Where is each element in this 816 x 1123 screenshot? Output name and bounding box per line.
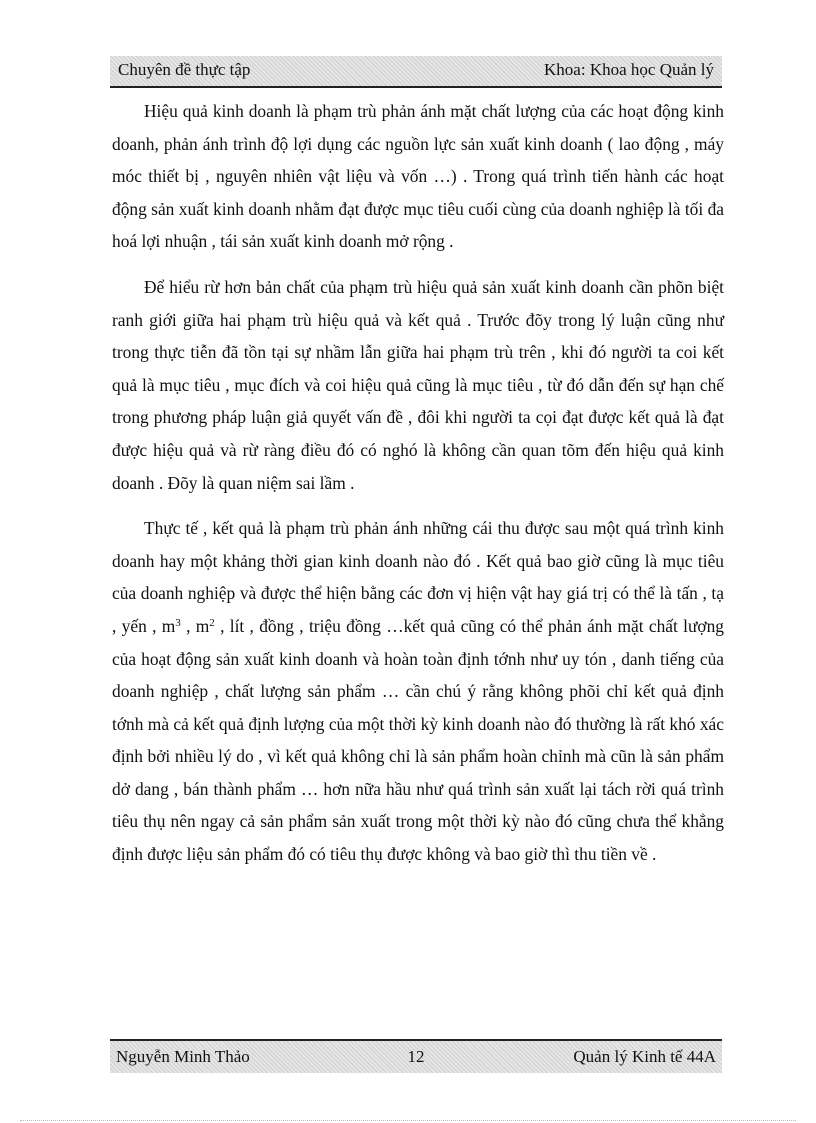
page-header (110, 56, 722, 88)
superscript-square: 2 (209, 616, 215, 629)
page-bottom-divider (20, 1120, 796, 1121)
paragraph-2: Để hiểu rừ hơn bản chất của phạm trù hiệu quả sản xuất kinh doanh cần phõn biệt ranh giới giữa hai phạm trù hiệu quả và kết quả . Trước đõy trong lý luận cũng như trong thực tiễn đã tồn tại sự nhầm lẫn giữa hai phạm trù trên , khi đó người ta coi kết quả là mục tiêu , mục đích và coi hiệu quả cũng là mục tiêu , từ đó dẫn đến sự hạn chế trong phương pháp luận giả quyết vấn đề , đôi khi người ta cọi đạt được kết quả là đạt được hiệu quả và rừ ràng điều đó có nghó là không cần quan tõm đến hiệu quả kinh doanh . Đõy là quan niệm sai lầm . (112, 276, 724, 493)
paragraph-3 (112, 512, 724, 871)
footer-author: Nguyễn Minh Thảo (116, 1047, 250, 1066)
header-course-title: Chuyên đề thực tập (118, 60, 251, 79)
page-footer (110, 1039, 722, 1073)
footer-class: Quản lý Kinh tế 44A (573, 1047, 716, 1066)
paragraph-3-part-2: , m (180, 615, 210, 636)
header-faculty: Khoa: Khoa học Quản lý (544, 60, 714, 79)
paragraph-3-part-1: Thực tế , kết quả là phạm trù phản ánh những cái thu được sau một quá trình kinh doanh hay một khảng thời gian kinh doanh nào đó . Kết quả bao giờ cũng là mục tiêu của doanh nghiệp và được thể hiện bằng các đơn vị hiện vật hay giá trị có thể là tấn , tạ , yến , m (112, 518, 724, 636)
superscript-cubic: 3 (175, 616, 181, 629)
paragraph-3-part-3: , lít , đồng , triệu đồng …kết quả cũng có thể phản ánh mặt chất lượng của hoạt động sản xuất kinh doanh và hoàn toàn định tớnh như uy tón , danh tiếng của doanh nghiệp , chất lượng sản phẩm … cần chú ý rằng không phõi chỉ kết quả định tớnh mà cả kết quả định lượng của một thời kỳ kinh doanh nào đó thường là rất khó xác định bởi nhiều lý do , vì kết quả không chỉ là sản phẩm hoàn chỉnh mà cũn là sản phẩm dở dang , bán thành phẩm … hơn nữa hầu như quá trình sản xuất lại tách rời quá trình tiêu thụ nên ngay cả sản phẩm sản xuất trong một thời kỳ nào đó cũng chưa thể khẳng định được liệu sản phẩm đó có tiêu thụ được không và bao giờ thì thu tiền về . (112, 615, 725, 865)
paragraph-1: Hiệu quả kinh doanh là phạm trù phản ánh mặt chất lượng của các hoạt động kinh doanh, phản ánh trình độ lợi dụng các nguồn lực sản xuất kinh doanh ( lao động , máy móc thiết bị , nguyên nhiên vật liệu và vốn …) . Trong quá trình tiến hành các hoạt động sản xuất kinh doanh nhằm đạt được mục tiêu cuối cùng của doanh nghiệp là tối đa hoá lợi nhuận , tái sản xuất kinh doanh mở rộng . (112, 101, 724, 252)
page-number: 12 (407, 1047, 425, 1066)
document-body (112, 95, 724, 884)
